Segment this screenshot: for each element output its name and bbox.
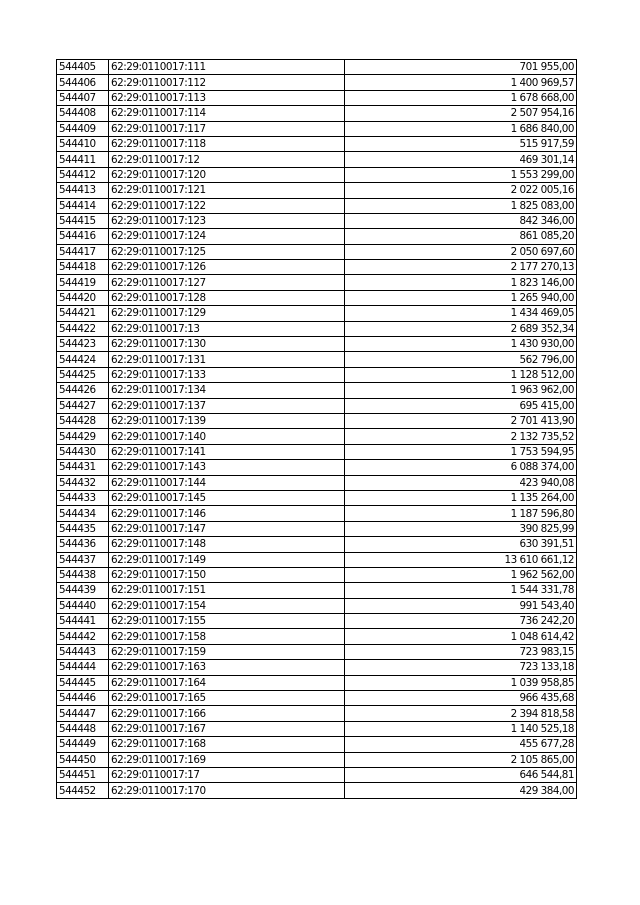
- cadastral-number-cell: 62:29:0110017:123: [109, 213, 345, 228]
- cadastral-number-cell: 62:29:0110017:155: [109, 614, 345, 629]
- cadastral-number-cell: 62:29:0110017:149: [109, 552, 345, 567]
- table-row: [57, 121, 577, 136]
- row-id-cell: 544408: [57, 106, 109, 121]
- cadastral-number-cell: 62:29:0110017:134: [109, 383, 345, 398]
- table-row: [57, 691, 577, 706]
- value-cell: 646 544,81: [345, 767, 577, 782]
- table-row: [57, 598, 577, 613]
- cadastral-number-cell: 62:29:0110017:159: [109, 644, 345, 659]
- table-row: [57, 260, 577, 275]
- row-id-cell: 544412: [57, 167, 109, 182]
- table-row: [57, 783, 577, 798]
- row-id-cell: 544424: [57, 352, 109, 367]
- cadastral-number-cell: 62:29:0110017:148: [109, 537, 345, 552]
- row-id-cell: 544434: [57, 506, 109, 521]
- table-row: [57, 383, 577, 398]
- table-row: [57, 537, 577, 552]
- cadastral-number-cell: 62:29:0110017:166: [109, 706, 345, 721]
- table-row: [57, 752, 577, 767]
- value-cell: 2 105 865,00: [345, 752, 577, 767]
- row-id-cell: 544415: [57, 213, 109, 228]
- value-cell: 2 507 954,16: [345, 106, 577, 121]
- value-cell: 842 346,00: [345, 213, 577, 228]
- value-cell: 423 940,08: [345, 475, 577, 490]
- table-row: [57, 706, 577, 721]
- value-cell: 1 544 331,78: [345, 583, 577, 598]
- value-cell: 991 543,40: [345, 598, 577, 613]
- cadastral-number-cell: 62:29:0110017:112: [109, 75, 345, 90]
- cadastral-number-cell: 62:29:0110017:114: [109, 106, 345, 121]
- table-row: [57, 244, 577, 259]
- value-cell: 6 088 374,00: [345, 460, 577, 475]
- value-cell: 630 391,51: [345, 537, 577, 552]
- value-cell: 1 128 512,00: [345, 367, 577, 382]
- table-row: [57, 444, 577, 459]
- table-row: [57, 152, 577, 167]
- value-cell: 723 133,18: [345, 660, 577, 675]
- row-id-cell: 544429: [57, 429, 109, 444]
- value-cell: 1 430 930,00: [345, 337, 577, 352]
- value-cell: 2 132 735,52: [345, 429, 577, 444]
- table-row: [57, 75, 577, 90]
- value-cell: 390 825,99: [345, 521, 577, 536]
- row-id-cell: 544416: [57, 229, 109, 244]
- cadastral-value-table: [56, 59, 577, 799]
- value-cell: 966 435,68: [345, 691, 577, 706]
- value-cell: 469 301,14: [345, 152, 577, 167]
- cadastral-number-cell: 62:29:0110017:121: [109, 183, 345, 198]
- value-cell: 1 962 562,00: [345, 567, 577, 582]
- value-cell: 1 753 594,95: [345, 444, 577, 459]
- cadastral-number-cell: 62:29:0110017:124: [109, 229, 345, 244]
- cadastral-number-cell: 62:29:0110017:163: [109, 660, 345, 675]
- table-row: [57, 60, 577, 75]
- row-id-cell: 544411: [57, 152, 109, 167]
- cadastral-number-cell: 62:29:0110017:113: [109, 90, 345, 105]
- value-cell: 1 823 146,00: [345, 275, 577, 290]
- cadastral-number-cell: 62:29:0110017:165: [109, 691, 345, 706]
- cadastral-number-cell: 62:29:0110017:125: [109, 244, 345, 259]
- cadastral-number-cell: 62:29:0110017:140: [109, 429, 345, 444]
- cadastral-number-cell: 62:29:0110017:118: [109, 136, 345, 151]
- value-cell: 736 242,20: [345, 614, 577, 629]
- value-cell: 515 917,59: [345, 136, 577, 151]
- value-cell: 455 677,28: [345, 737, 577, 752]
- row-id-cell: 544451: [57, 767, 109, 782]
- value-cell: 2 177 270,13: [345, 260, 577, 275]
- row-id-cell: 544441: [57, 614, 109, 629]
- table-row: [57, 367, 577, 382]
- table-row: [57, 429, 577, 444]
- cadastral-number-cell: 62:29:0110017:126: [109, 260, 345, 275]
- row-id-cell: 544420: [57, 290, 109, 305]
- cadastral-number-cell: 62:29:0110017:122: [109, 198, 345, 213]
- value-cell: 695 415,00: [345, 398, 577, 413]
- row-id-cell: 544437: [57, 552, 109, 567]
- table-row: [57, 737, 577, 752]
- table-row: [57, 675, 577, 690]
- cadastral-number-cell: 62:29:0110017:170: [109, 783, 345, 798]
- cadastral-number-cell: 62:29:0110017:145: [109, 490, 345, 505]
- table-row: [57, 629, 577, 644]
- table-row: [57, 306, 577, 321]
- value-cell: 1 553 299,00: [345, 167, 577, 182]
- cadastral-number-cell: 62:29:0110017:154: [109, 598, 345, 613]
- cadastral-number-cell: 62:29:0110017:167: [109, 721, 345, 736]
- value-cell: 861 085,20: [345, 229, 577, 244]
- value-cell: 1 140 525,18: [345, 721, 577, 736]
- table-row: [57, 136, 577, 151]
- row-id-cell: 544435: [57, 521, 109, 536]
- cadastral-number-cell: 62:29:0110017:144: [109, 475, 345, 490]
- cadastral-number-cell: 62:29:0110017:133: [109, 367, 345, 382]
- cadastral-number-cell: 62:29:0110017:131: [109, 352, 345, 367]
- value-cell: 723 983,15: [345, 644, 577, 659]
- value-cell: 1 434 469,05: [345, 306, 577, 321]
- value-cell: 701 955,00: [345, 60, 577, 75]
- row-id-cell: 544422: [57, 321, 109, 336]
- row-id-cell: 544406: [57, 75, 109, 90]
- cadastral-number-cell: 62:29:0110017:130: [109, 337, 345, 352]
- row-id-cell: 544419: [57, 275, 109, 290]
- cadastral-number-cell: 62:29:0110017:147: [109, 521, 345, 536]
- value-cell: 2 022 005,16: [345, 183, 577, 198]
- table-row: [57, 337, 577, 352]
- cadastral-number-cell: 62:29:0110017:164: [109, 675, 345, 690]
- cadastral-number-cell: 62:29:0110017:129: [109, 306, 345, 321]
- row-id-cell: 544442: [57, 629, 109, 644]
- row-id-cell: 544413: [57, 183, 109, 198]
- cadastral-number-cell: 62:29:0110017:141: [109, 444, 345, 459]
- table-row: [57, 567, 577, 582]
- cadastral-number-cell: 62:29:0110017:158: [109, 629, 345, 644]
- table-row: [57, 290, 577, 305]
- value-cell: 1 963 962,00: [345, 383, 577, 398]
- table-row: [57, 321, 577, 336]
- value-cell: 2 394 818,58: [345, 706, 577, 721]
- cadastral-number-cell: 62:29:0110017:150: [109, 567, 345, 582]
- row-id-cell: 544417: [57, 244, 109, 259]
- row-id-cell: 544436: [57, 537, 109, 552]
- row-id-cell: 544440: [57, 598, 109, 613]
- cadastral-number-cell: 62:29:0110017:143: [109, 460, 345, 475]
- row-id-cell: 544447: [57, 706, 109, 721]
- row-id-cell: 544421: [57, 306, 109, 321]
- cadastral-number-cell: 62:29:0110017:13: [109, 321, 345, 336]
- cadastral-number-cell: 62:29:0110017:168: [109, 737, 345, 752]
- value-cell: 1 048 614,42: [345, 629, 577, 644]
- cadastral-number-cell: 62:29:0110017:146: [109, 506, 345, 521]
- table-row: [57, 213, 577, 228]
- value-cell: 429 384,00: [345, 783, 577, 798]
- row-id-cell: 544446: [57, 691, 109, 706]
- row-id-cell: 544425: [57, 367, 109, 382]
- row-id-cell: 544407: [57, 90, 109, 105]
- table-row: [57, 644, 577, 659]
- row-id-cell: 544414: [57, 198, 109, 213]
- table-row: [57, 490, 577, 505]
- table-row: [57, 229, 577, 244]
- table-row: [57, 183, 577, 198]
- table-row: [57, 521, 577, 536]
- row-id-cell: 544405: [57, 60, 109, 75]
- value-cell: 1 039 958,85: [345, 675, 577, 690]
- row-id-cell: 544433: [57, 490, 109, 505]
- cadastral-number-cell: 62:29:0110017:128: [109, 290, 345, 305]
- table-row: [57, 398, 577, 413]
- cadastral-number-cell: 62:29:0110017:137: [109, 398, 345, 413]
- table-row: [57, 552, 577, 567]
- value-cell: 13 610 661,12: [345, 552, 577, 567]
- table-row: [57, 475, 577, 490]
- table-row: [57, 614, 577, 629]
- cadastral-number-cell: 62:29:0110017:169: [109, 752, 345, 767]
- cadastral-number-cell: 62:29:0110017:139: [109, 413, 345, 428]
- cadastral-number-cell: 62:29:0110017:120: [109, 167, 345, 182]
- cadastral-number-cell: 62:29:0110017:117: [109, 121, 345, 136]
- value-cell: 2 050 697,60: [345, 244, 577, 259]
- value-cell: 1 825 083,00: [345, 198, 577, 213]
- row-id-cell: 544432: [57, 475, 109, 490]
- table-row: [57, 583, 577, 598]
- table-row: [57, 506, 577, 521]
- row-id-cell: 544449: [57, 737, 109, 752]
- row-id-cell: 544431: [57, 460, 109, 475]
- value-cell: 2 689 352,34: [345, 321, 577, 336]
- cadastral-number-cell: 62:29:0110017:127: [109, 275, 345, 290]
- row-id-cell: 544450: [57, 752, 109, 767]
- row-id-cell: 544423: [57, 337, 109, 352]
- row-id-cell: 544448: [57, 721, 109, 736]
- row-id-cell: 544452: [57, 783, 109, 798]
- table-row: [57, 721, 577, 736]
- value-cell: 1 686 840,00: [345, 121, 577, 136]
- cadastral-number-cell: 62:29:0110017:17: [109, 767, 345, 782]
- value-cell: 1 678 668,00: [345, 90, 577, 105]
- row-id-cell: 544439: [57, 583, 109, 598]
- table-row: [57, 352, 577, 367]
- row-id-cell: 544418: [57, 260, 109, 275]
- row-id-cell: 544443: [57, 644, 109, 659]
- cadastral-number-cell: 62:29:0110017:111: [109, 60, 345, 75]
- value-cell: 562 796,00: [345, 352, 577, 367]
- value-cell: 1 265 940,00: [345, 290, 577, 305]
- row-id-cell: 544438: [57, 567, 109, 582]
- table-row: [57, 198, 577, 213]
- value-cell: 2 701 413,90: [345, 413, 577, 428]
- row-id-cell: 544409: [57, 121, 109, 136]
- value-cell: 1 187 596,80: [345, 506, 577, 521]
- row-id-cell: 544444: [57, 660, 109, 675]
- cadastral-number-cell: 62:29:0110017:12: [109, 152, 345, 167]
- table-row: [57, 90, 577, 105]
- table-row: [57, 106, 577, 121]
- table-row: [57, 275, 577, 290]
- row-id-cell: 544427: [57, 398, 109, 413]
- table-row: [57, 167, 577, 182]
- row-id-cell: 544445: [57, 675, 109, 690]
- row-id-cell: 544430: [57, 444, 109, 459]
- value-cell: 1 135 264,00: [345, 490, 577, 505]
- table-row: [57, 413, 577, 428]
- table-body: [57, 60, 577, 799]
- table-row: [57, 460, 577, 475]
- table-row: [57, 767, 577, 782]
- row-id-cell: 544410: [57, 136, 109, 151]
- table-row: [57, 660, 577, 675]
- value-cell: 1 400 969,57: [345, 75, 577, 90]
- row-id-cell: 544428: [57, 413, 109, 428]
- row-id-cell: 544426: [57, 383, 109, 398]
- cadastral-number-cell: 62:29:0110017:151: [109, 583, 345, 598]
